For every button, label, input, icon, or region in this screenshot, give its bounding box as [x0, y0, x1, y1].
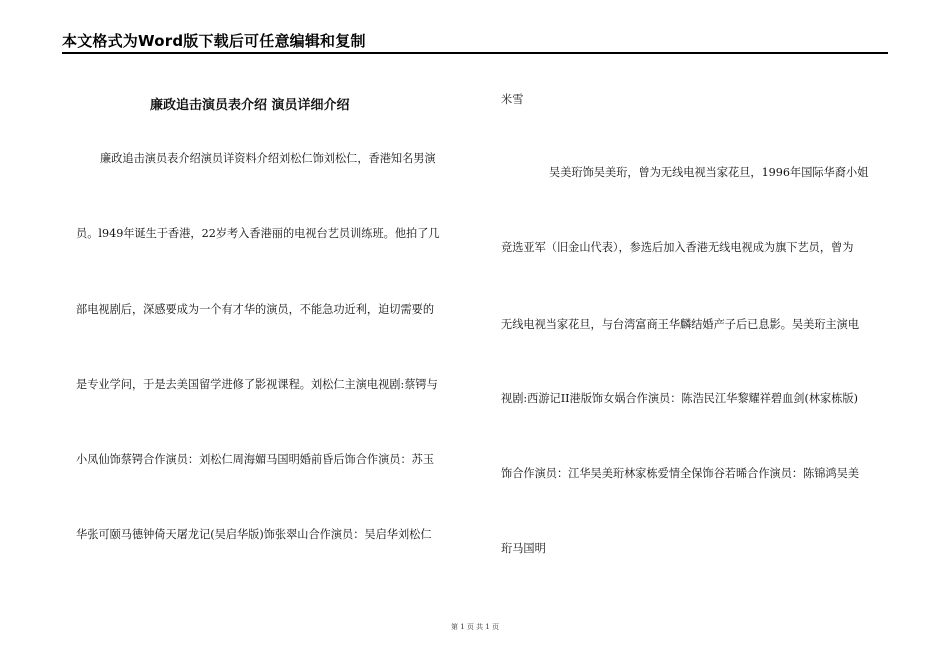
download-notice-banner: 本文格式为Word版下载后可任意编辑和复制	[62, 32, 366, 50]
right-line-6: 饰合作演员：江华吴美珩林家栋爱情全保饰谷若晞合作演员：陈锦鸿吴美	[501, 467, 860, 480]
page-number-footer: 第 1 页 共 1 页	[450, 623, 500, 631]
left-line-5: 小凤仙饰蔡锷合作演员：刘松仁周海媚马国明婚前昏后饰合作演员：苏玉	[76, 453, 435, 466]
left-line-2: 员。l949年诞生于香港，22岁考入香港丽的电视台艺员训练班。他拍了几	[76, 227, 440, 240]
right-line-5: 视剧:西游记II港版饰女娲合作演员：陈浩民江华黎耀祥碧血剑(林家栋版)	[501, 392, 858, 405]
header-divider	[62, 52, 888, 54]
right-line-3: 竞选亚军（旧金山代表），参选后加入香港无线电视成为旗下艺员，曾为	[501, 241, 854, 254]
right-line-2: 吴美珩饰吴美珩，曾为无线电视当家花旦，1996年国际华裔小姐	[549, 166, 869, 179]
left-line-3: 部电视剧后，深感要成为一个有才华的演员，不能急功近利，迫切需要的	[76, 303, 435, 316]
left-line-1: 廉政追击演员表介绍演员详资料介绍刘松仁饰刘松仁，香港知名男演	[100, 152, 436, 165]
left-line-6: 华张可颐马德钟倚天屠龙记(吴启华版)饰张翠山合作演员：吴启华刘松仁	[76, 528, 432, 541]
article-title: 廉政追击演员表介绍 演员详细介绍	[150, 98, 350, 113]
left-line-4: 是专业学问，于是去美国留学进修了影视课程。刘松仁主演电视剧:蔡锷与	[76, 378, 438, 391]
right-line-7: 珩马国明	[501, 542, 546, 555]
right-line-4: 无线电视当家花旦，与台湾富商王华麟结婚产子后已息影。吴美珩主演电	[501, 318, 860, 331]
right-line-1: 米雪	[501, 93, 524, 106]
